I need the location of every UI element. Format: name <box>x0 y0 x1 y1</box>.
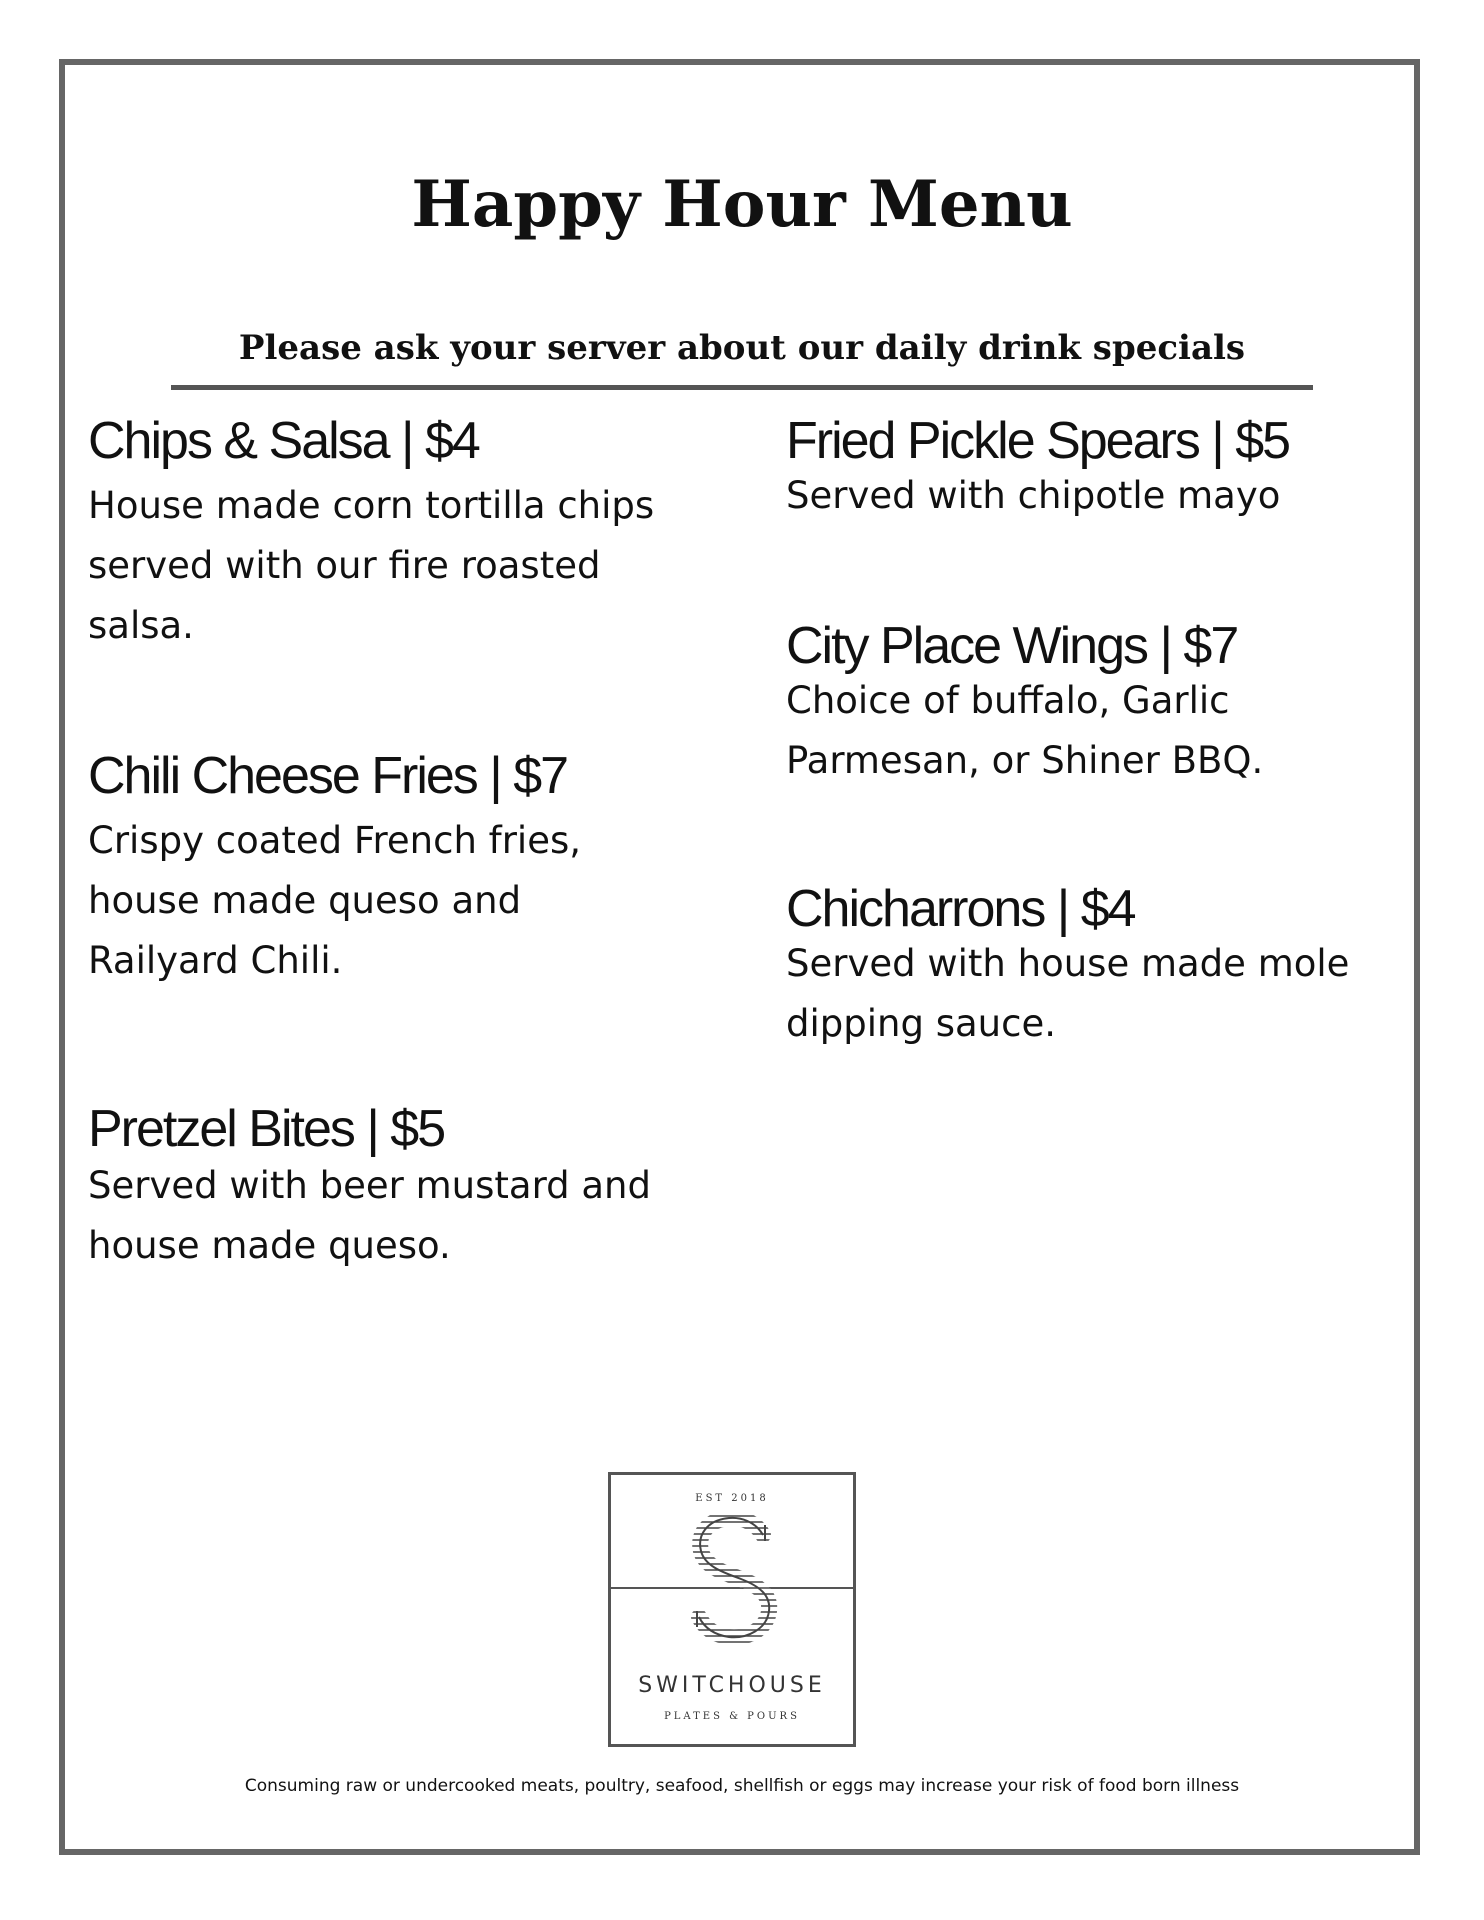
item-name: Chips & Salsa | $4 <box>88 412 479 470</box>
menu-item-chili-cheese-fries <box>88 747 708 991</box>
item-description: Served with beer mustard and house made queso. <box>88 1163 651 1267</box>
menu-item-fried-pickle-spears <box>786 412 1406 526</box>
menu-item-chips-salsa <box>88 412 708 656</box>
menu-title: Happy Hour Menu <box>411 167 1073 242</box>
item-name: City Place Wings | $7 <box>786 617 1238 675</box>
logo-tagline: PLATES & POURS <box>664 1711 800 1722</box>
item-description: Served with chipotle mayo <box>786 473 1281 517</box>
logo-est-text: EST 2018 <box>695 1493 769 1504</box>
item-description: Choice of buffalo, Garlic Parmesan, or Shiner BBQ. <box>786 678 1264 782</box>
header-divider <box>171 385 1313 390</box>
switchouse-logo <box>608 1472 856 1747</box>
item-name: Fried Pickle Spears | $5 <box>786 412 1290 470</box>
menu-item-chicharrons <box>786 880 1406 1054</box>
item-description: Served with house made mole dipping sauce. <box>786 941 1350 1045</box>
item-name: Pretzel Bites | $5 <box>88 1100 445 1158</box>
menu-item-pretzel-bites <box>88 1100 708 1276</box>
logo-s-monogram-icon <box>685 1513 785 1643</box>
item-description: Crispy coated French fries, house made queso and Railyard Chili. <box>88 818 581 982</box>
item-description: House made corn tortilla chips served with our fire roasted salsa. <box>88 483 655 647</box>
item-name: Chili Cheese Fries | $7 <box>88 747 568 805</box>
logo-brand-name: SWITCHOUSE <box>638 1673 826 1698</box>
menu-subtitle: Please ask your server about our daily drink specials <box>238 328 1246 368</box>
item-name: Chicharrons | $4 <box>786 880 1135 938</box>
menu-item-city-place-wings <box>786 617 1406 791</box>
food-safety-disclaimer: Consuming raw or undercooked meats, poultry, seafood, shellfish or eggs may increase your risk of food born illness <box>244 1776 1240 1796</box>
